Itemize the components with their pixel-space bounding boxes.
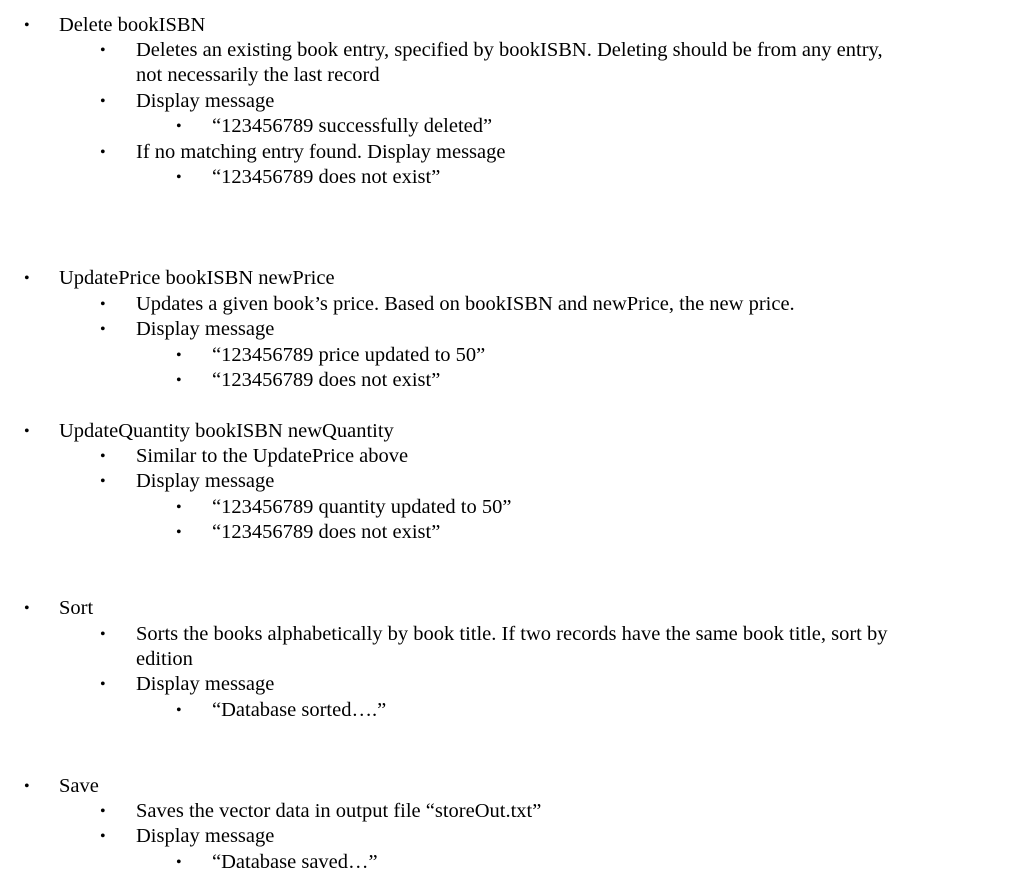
message-example: “123456789 price updated to 50”: [212, 344, 486, 366]
bullet-icon: •: [100, 828, 106, 845]
bullet-icon: •: [176, 169, 182, 186]
section-heading: UpdateQuantity bookISBN newQuantity: [59, 420, 394, 442]
bullet-icon: •: [176, 702, 182, 719]
bullet-icon: •: [100, 626, 106, 643]
list-item: Saves the vector data in output file “storeOut.txt”: [136, 800, 542, 822]
section-heading: Sort: [59, 597, 94, 619]
bullet-icon: •: [176, 524, 182, 541]
bullet-icon: •: [100, 42, 106, 59]
bullet-icon: •: [100, 448, 106, 465]
message-example: “123456789 does not exist”: [212, 521, 441, 543]
list-item: Display message: [136, 825, 275, 847]
section-heading: UpdatePrice bookISBN newPrice: [59, 267, 335, 289]
bullet-icon: •: [24, 423, 30, 440]
bullet-icon: •: [176, 347, 182, 364]
message-example: “Database sorted….”: [212, 699, 387, 721]
list-item-continuation: edition: [136, 648, 193, 670]
bullet-icon: •: [100, 473, 106, 490]
bullet-icon: •: [176, 499, 182, 516]
list-item: Display message: [136, 90, 275, 112]
section-heading: Save: [59, 775, 99, 797]
message-example: “123456789 does not exist”: [212, 369, 441, 391]
bullet-icon: •: [100, 803, 106, 820]
bullet-icon: •: [176, 372, 182, 389]
list-item: Sorts the books alphabetically by book title. If two records have the same book title, sort by: [136, 623, 888, 645]
bullet-icon: •: [100, 296, 106, 313]
list-item: Deletes an existing book entry, specified by bookISBN. Deleting should be from any entry,: [136, 39, 883, 61]
bullet-icon: •: [100, 144, 106, 161]
bullet-icon: •: [24, 778, 30, 795]
bullet-icon: •: [100, 321, 106, 338]
list-item-continuation: not necessarily the last record: [136, 64, 380, 86]
list-item: Display message: [136, 470, 275, 492]
list-item: Similar to the UpdatePrice above: [136, 445, 409, 467]
message-example: “123456789 successfully deleted”: [212, 115, 493, 137]
message-example: “123456789 does not exist”: [212, 166, 441, 188]
bullet-icon: •: [176, 854, 182, 871]
message-example: “123456789 quantity updated to 50”: [212, 496, 512, 518]
bullet-icon: •: [24, 17, 30, 34]
message-example: “Database saved…”: [212, 851, 378, 873]
bullet-icon: •: [100, 676, 106, 693]
bullet-icon: •: [100, 93, 106, 110]
section-heading: Delete bookISBN: [59, 14, 206, 36]
list-item: Updates a given book’s price. Based on bookISBN and newPrice, the new price.: [136, 293, 795, 315]
bullet-icon: •: [176, 118, 182, 135]
list-item: Display message: [136, 318, 275, 340]
list-item: If no matching entry found. Display message: [136, 141, 506, 163]
list-item: Display message: [136, 673, 275, 695]
bullet-icon: •: [24, 270, 30, 287]
bullet-icon: •: [24, 600, 30, 617]
